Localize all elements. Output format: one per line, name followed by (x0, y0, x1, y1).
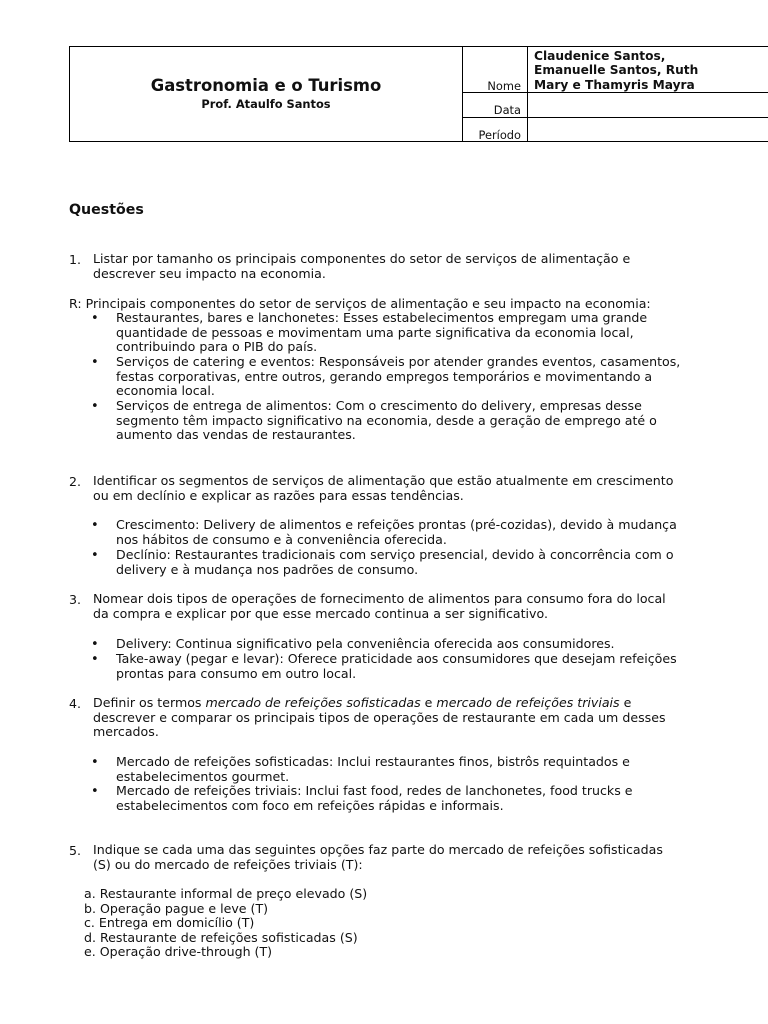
question-2-text (93, 474, 733, 503)
question-line: Identificar os segmentos de serviços de alimentação que estão atualmente em crescimento (93, 473, 674, 488)
list-item (116, 518, 736, 547)
list-item-line: aumento das vendas de restaurantes. (116, 427, 356, 443)
student-names-line: Mary e Thamyris Mayra (534, 77, 695, 92)
question-line: descrever e comparar os principais tipos de operações de restaurante em cada um desses (93, 709, 666, 725)
answer-intro: R: Principais componentes do setor de serviços de alimentação e seu impacto na economia: (69, 296, 651, 311)
list-item-line: segmento têm impacto significativo na economia, desde a geração de emprego até o (116, 412, 657, 428)
question-line: Listar por tamanho os principais componentes do setor de serviços de alimentação e (93, 251, 631, 266)
options-list (84, 887, 367, 960)
list-item-line: Serviços de entrega de alimentos: Com o crescimento do delivery, empresas desse (116, 398, 642, 413)
option-item: e. Operação drive-through (T) (84, 944, 273, 960)
list-item-line: Delivery: Continua significativo pela conveniência oferecida aos consumidores. (116, 636, 615, 651)
list-item-line: Declínio: Restaurantes tradicionais com serviço presencial, devido à concorrência com o (116, 547, 674, 562)
header-row-divider (462, 92, 768, 93)
label-periodo: Período (478, 128, 521, 142)
term-trivial: mercado de refeições triviais (436, 695, 620, 710)
list-item (116, 311, 736, 355)
list-item (116, 548, 736, 577)
section-title: Questões (69, 202, 144, 218)
list-item-line: contribuindo para o PIB do país. (116, 339, 318, 355)
student-names-line: Claudenice Santos, (534, 49, 666, 63)
question-3-text (93, 592, 733, 621)
bullet-glyph: • (91, 784, 99, 799)
bullet-glyph: • (91, 518, 99, 533)
list-item-line: Serviços de catering e eventos: Responsáveis por atender grandes eventos, casamentos, (116, 354, 681, 369)
list-item-line: Mercado de refeições triviais: Inclui fast food, redes de lanchonetes, food trucks e (116, 783, 633, 798)
option-item: b. Operação pague e leve (T) (84, 900, 269, 916)
question-number: 5. (69, 843, 82, 858)
header-value-column (528, 47, 768, 141)
professor-name: Prof. Ataulfo Santos (201, 97, 331, 111)
list-item-line: Restaurantes, bares e lanchonetes: Esses estabelecimentos empregam uma grande (116, 310, 648, 325)
student-names (534, 49, 768, 92)
list-item (116, 637, 736, 652)
question-line (93, 696, 733, 711)
list-item-line: delivery e à mudança nos padrões de consumo. (116, 561, 419, 577)
list-item-line: nos hábitos de consumo e à conveniência oferecida. (116, 531, 447, 547)
header-row-divider (462, 117, 768, 118)
question-5-text (93, 843, 733, 872)
course-title: Gastronomia e o Turismo (150, 76, 382, 95)
option-item: c. Entrega em domicílio (T) (84, 915, 255, 931)
header-title-cell (70, 47, 463, 141)
option-item: a. Restaurante informal de preço elevado (S) (84, 886, 368, 901)
question-line: Nomear dois tipos de operações de fornecimento de alimentos para consumo fora do local (93, 591, 666, 606)
question-4-text (93, 696, 733, 740)
list-item (116, 652, 736, 681)
bullet-glyph: • (91, 399, 99, 414)
label-nome: Nome (487, 79, 521, 93)
question-text-span: Definir os termos (93, 695, 206, 710)
list-item (116, 755, 736, 784)
question-text-span: e (619, 695, 632, 710)
bullet-glyph: • (91, 637, 99, 652)
question-line: ou em declínio e explicar as razões para essas tendências. (93, 487, 464, 503)
question-line: descrever seu impacto na economia. (93, 265, 326, 281)
list-item (116, 355, 736, 399)
header-table (69, 46, 768, 142)
label-data: Data (493, 103, 521, 117)
option-item: d. Restaurante de refeições sofisticadas (S) (84, 929, 358, 945)
list-item-line: festas corporativas, entre outros, gerando empregos temporários e movimentando a (116, 368, 653, 384)
bullet-glyph: • (91, 311, 99, 326)
question-line: da compra e explicar por que esse mercado continua a ser significativo. (93, 605, 548, 621)
list-item-line: Take-away (pegar e levar): Oferece praticidade aos consumidores que desejam refeições (116, 651, 677, 666)
bullet-glyph: • (91, 548, 99, 563)
question-text-span: e (420, 695, 437, 710)
header-label-column (462, 47, 528, 141)
list-item-line: prontas para consumo em outro local. (116, 665, 357, 681)
question-line: mercados. (93, 724, 159, 740)
student-names-line: Emanuelle Santos, Ruth (534, 63, 699, 78)
list-item-line: estabelecimentos com foco em refeições rápidas e informais. (116, 797, 504, 813)
bullet-glyph: • (91, 355, 99, 370)
question-1-text (93, 252, 733, 281)
list-item-line: Crescimento: Delivery de alimentos e refeições prontas (pré-cozidas), devido à mudança (116, 517, 677, 532)
bullet-glyph: • (91, 652, 99, 667)
list-item-line: economia local. (116, 383, 215, 399)
question-number: 2. (69, 474, 82, 489)
bullet-glyph: • (91, 755, 99, 770)
question-line: (S) ou do mercado de refeições triviais (T): (93, 856, 363, 872)
question-number: 1. (69, 252, 82, 267)
term-sophisticated: mercado de refeições sofisticadas (205, 695, 421, 710)
question-line: Indique se cada uma das seguintes opções faz parte do mercado de refeições sofisticadas (93, 842, 663, 857)
question-number: 3. (69, 592, 82, 607)
question-number: 4. (69, 696, 82, 711)
list-item-line: estabelecimentos gourmet. (116, 768, 290, 784)
list-item-line: Mercado de refeições sofisticadas: Inclui restaurantes finos, bistrôs requintados e (116, 754, 630, 769)
list-item (116, 784, 736, 813)
list-item-line: quantidade de pessoas e movimentam uma parte significativa da economia local, (116, 324, 634, 340)
list-item (116, 399, 736, 443)
